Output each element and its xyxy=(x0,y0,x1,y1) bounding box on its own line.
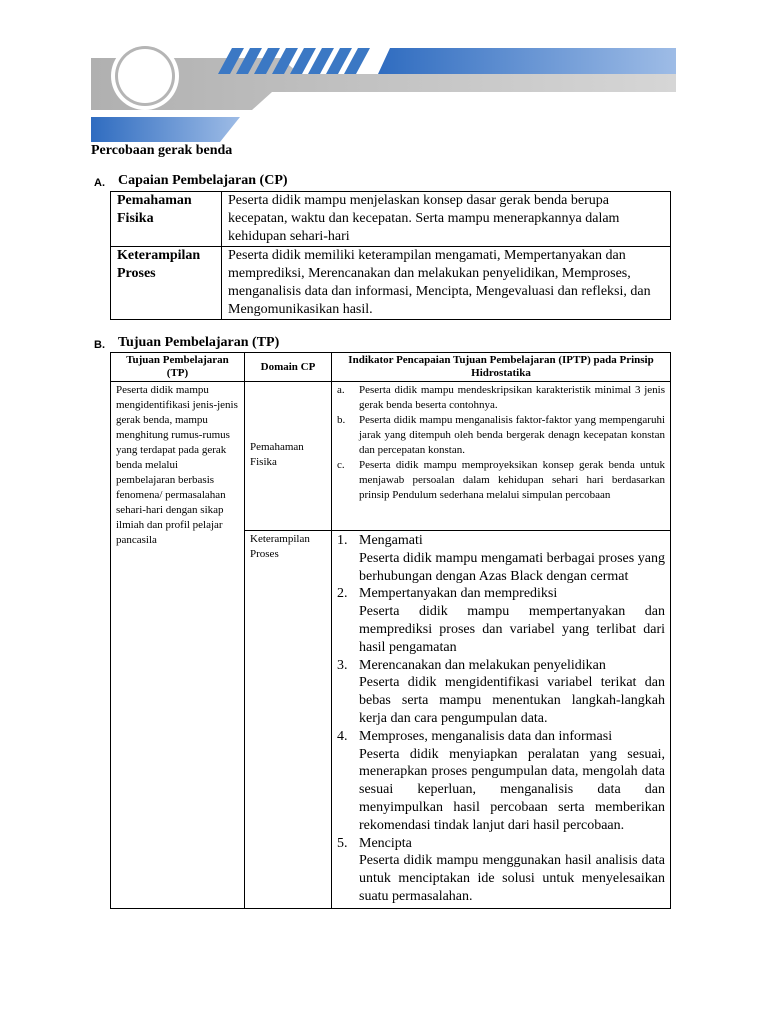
item-text: Peserta didik menyiapkan peralatan yang sesuai, menerapkan proses pengumpulan data, mengolah data sesuai keperluan, menganalisis data dan menyimpulkan hasil percobaan serta memberikan rekomendasi tindak lanjut dari hasil percobaan. xyxy=(359,746,665,833)
indicators-cell-1 xyxy=(332,382,671,531)
item-text: Peserta didik mampu mempertanyakan dan memprediksi proses dan variabel yang terlibat dari hasil pengamatan xyxy=(359,604,665,655)
header-iptp: Indikator Pencapaian Tujuan Pembelajaran (IPTP) pada Prinsip Hidrostatika xyxy=(332,353,671,382)
item-title: Merencanakan dan melakukan penyelidikan xyxy=(359,657,606,673)
item-title: Mengamati xyxy=(359,533,423,548)
domain-cp-2: Keterampilan Proses xyxy=(245,531,332,909)
list-item: c. Peserta didik mampu memproyeksikan konsep gerak benda untuk menjawab persoalan dalam kehidupan sehari hari berdasarkan prinsip Pendulum sederhana melalui simpulan percobaan xyxy=(337,459,665,501)
item-title: Memproses, menganalisis data dan informasi xyxy=(359,728,613,744)
list-item: b. Peserta didik mampu menganalisis faktor-faktor yang mempengaruhi jarak yang ditempuh oleh benda bergerak denagn kecepatan konstan dan percepatan konstan. xyxy=(337,414,665,456)
document-title: Percobaan gerak benda xyxy=(91,143,233,158)
item-title: Mempertanyakan dan memprediksi xyxy=(359,586,558,602)
cp-row xyxy=(111,247,671,320)
header-banner xyxy=(0,0,768,150)
indicator-list-1 xyxy=(337,383,665,503)
section-a-letter: A. xyxy=(94,177,105,189)
tp-text: Peserta didik mampu mengidentifikasi jenis-jenis gerak benda, mampu menghitung rumus-rumus yang terdapat pada gerak benda melalui pembelajaran berbasis fenomena/ permasalahan sehari-hari dengan sikap ilmiah dan profil pelajar pancasila xyxy=(111,382,245,909)
list-item: 5. Mencipta Peserta didik mampu menggunakan hasil analisis data untuk menciptakan ide solusi untuk menyelesaikan suatu permasalahan. xyxy=(337,835,665,904)
indicator-list-2 xyxy=(337,532,665,906)
header-tp: Tujuan Pembelajaran (TP) xyxy=(111,353,245,382)
section-a-heading: Capaian Pembelajaran (CP) xyxy=(118,173,288,188)
tp-row xyxy=(111,382,671,531)
cp-row-value: Peserta didik memiliki keterampilan mengamati, Mempertanyakan dan memprediksi, Merencanakan dan melakukan penyelidikan, Memproses, menganalisis data dan informasi, Mencipta, Mengevaluasi dan refleksi, dan Mengomunikasikan hasil. xyxy=(222,247,671,320)
tp-table xyxy=(110,352,671,909)
section-b-letter: B. xyxy=(94,339,105,351)
list-item: 1. Mengamati Peserta didik mampu mengamati berbagai proses yang berhubungan dengan Azas Black dengan cermat xyxy=(337,533,665,584)
header-domain: Domain CP xyxy=(245,353,332,382)
item-text: Peserta didik mengidentifikasi variabel terikat dan bebas serta mampu menentukan langkah-langkah kerja dan cara pengumpulan data. xyxy=(359,675,665,726)
list-item: 2. Mempertanyakan dan memprediksi Peserta didik mampu mempertanyakan dan memprediksi proses dan variabel yang terlibat dari hasil pengamatan xyxy=(337,586,665,655)
indicators-cell-2 xyxy=(332,531,671,909)
tp-header-row xyxy=(111,353,671,382)
cp-row-value: Peserta didik mampu menjelaskan konsep dasar gerak benda berupa kecepatan, waktu dan kecepatan. Serta mampu menerapkannya dalam kehidupan sehari-hari xyxy=(222,192,671,247)
cp-row-key: Keterampilan Proses xyxy=(111,247,222,320)
list-item: 3. Merencanakan dan melakukan penyelidikan Peserta didik mengidentifikasi variabel terikat dan bebas serta mampu menentukan langkah-langkah kerja dan cara pengumpulan data. xyxy=(337,657,665,726)
cp-table xyxy=(110,191,671,320)
list-item: a. Peserta didik mampu mendeskripsikan karakteristik minimal 3 jenis gerak benda beserta contohnya. xyxy=(337,384,665,411)
cp-row xyxy=(111,192,671,247)
domain-cp-1: Pemahaman Fisika xyxy=(245,382,332,531)
item-title: Mencipta xyxy=(359,835,412,851)
section-b-heading: Tujuan Pembelajaran (TP) xyxy=(118,335,280,350)
item-text: Peserta didik mampu menggunakan hasil analisis data untuk menciptakan ide solusi untuk menyelesaikan suatu permasalahan. xyxy=(359,853,665,904)
item-text: Peserta didik mampu mengamati berbagai proses yang berhubungan dengan Azas Black dengan cermat xyxy=(359,550,665,584)
cp-row-key: Pemahaman Fisika xyxy=(111,192,222,247)
list-item: 4. Memproses, menganalisis data dan informasi Peserta didik menyiapkan peralatan yang sesuai, menerapkan proses pengumpulan data, mengolah data sesuai keperluan, menganalisis data dan menyimpulkan hasil percobaan serta memberikan rekomendasi tindak lanjut dari hasil percobaan. xyxy=(337,728,665,833)
